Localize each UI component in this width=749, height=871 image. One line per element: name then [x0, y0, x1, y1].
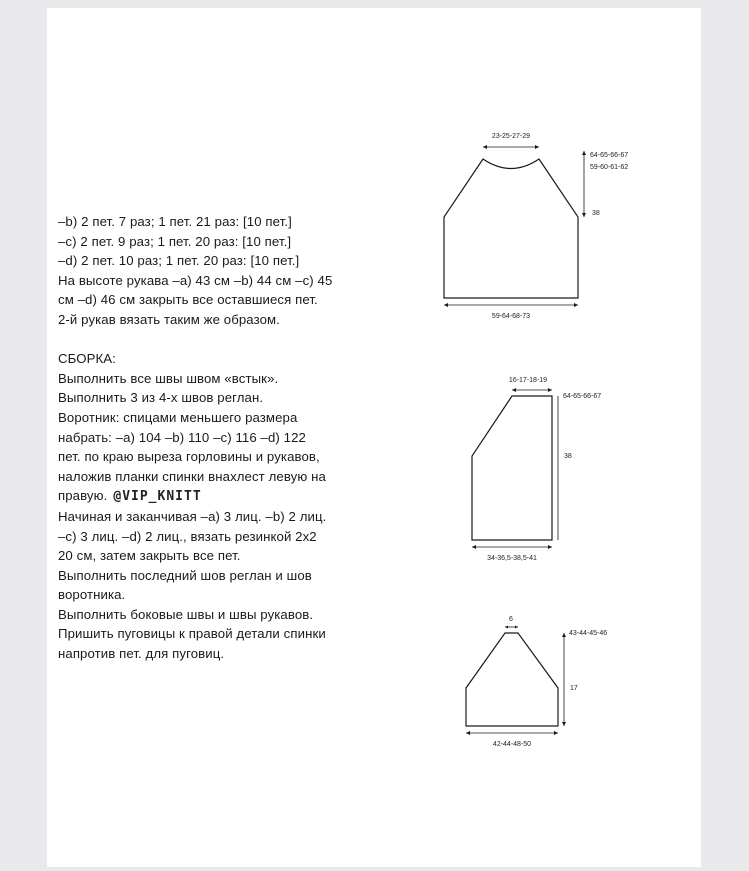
- sleeve-bottom-width: 42-44-48-50: [492, 741, 532, 748]
- text-line: пет. по краю выреза горловины и рукавов,: [58, 449, 320, 465]
- front-neck-width: 23-25-27-29: [491, 133, 531, 140]
- back-half-outline: [472, 396, 552, 540]
- front-raglan-height: 64-65-66-67: [590, 152, 629, 159]
- text-line: см –d) 46 см закрыть все оставшиеся пет.: [58, 292, 318, 308]
- document-page: [47, 8, 701, 867]
- text-line: –c) 3 лиц. –d) 2 лиц., вязать резинкой 2х2: [58, 528, 317, 544]
- front-side-height: 38: [592, 210, 600, 217]
- text-line: Выполнить последний шов реглан и шов: [58, 567, 312, 583]
- sleeve-diagram: [466, 616, 607, 748]
- watermark-text: @VIP_KNITT: [113, 489, 202, 505]
- text-line: –d) 2 пет. 10 раз; 1 пет. 20 раз: [10 пет.]: [58, 253, 300, 269]
- sleeve-outline: [466, 633, 558, 726]
- text-line: Воротник: спицами меньшего размера: [58, 409, 298, 425]
- text-line: Выполнить боковые швы и швы рукавов.: [58, 606, 314, 622]
- text-line: –c) 2 пет. 9 раз; 1 пет. 20 раз: [10 пет.]: [58, 233, 292, 249]
- back-bottom-width: 34-36,5-38,5-41: [487, 555, 537, 562]
- text-line: 20 см, затем закрыть все пет.: [58, 548, 241, 564]
- pattern-diagrams: [47, 8, 701, 867]
- back-raglan-height: 64-65-66-67: [563, 393, 602, 400]
- text-line: напротив пет. для пуговиц.: [58, 646, 225, 662]
- front-piece-diagram: [444, 133, 628, 320]
- text-line: –b) 2 пет. 7 раз; 1 пет. 21 раз: [10 пет.]: [58, 214, 292, 229]
- text-line-start: правую.: [58, 488, 108, 504]
- text-line: Начиная и заканчивая –a) 3 лиц. –b) 2 лиц.: [58, 508, 327, 524]
- assembly-heading: СБОРКА:: [58, 351, 116, 367]
- text-line: набрать: –a) 104 –b) 110 –c) 116 –d) 122: [58, 429, 306, 445]
- back-side-height: 38: [564, 453, 572, 460]
- text-line: Выполнить 3 из 4-х швов реглан.: [58, 390, 264, 406]
- sleeve-side-height: 17: [570, 685, 578, 692]
- text-line: воротника.: [58, 587, 126, 603]
- text-line: Пришить пуговицы к правой детали спинки: [58, 626, 326, 642]
- sleeve-top-width: 6: [509, 616, 513, 623]
- back-top-width: 16-17-18-19: [508, 377, 548, 384]
- front-outline: [444, 159, 578, 298]
- back-half-diagram: [472, 377, 601, 562]
- front-bottom-width: 59-64-68-73: [491, 313, 531, 320]
- sleeve-raglan-height: 43-44-45-46: [569, 630, 608, 637]
- text-line: наложив планки спинки внахлест левую на: [58, 468, 326, 484]
- text-line: Выполнить все швы швом «встык».: [58, 370, 279, 386]
- text-line: 2-й рукав вязать таким же образом.: [58, 311, 280, 327]
- text-line: На высоте рукава –a) 43 см –b) 44 см –c) 45: [58, 272, 333, 288]
- front-raglan-height-2: 59-60-61-62: [590, 164, 629, 171]
